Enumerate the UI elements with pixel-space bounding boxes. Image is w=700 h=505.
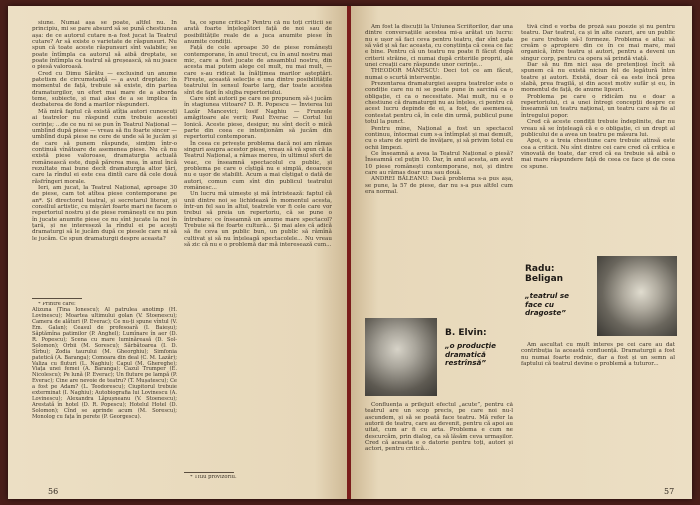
page-number: 57 xyxy=(664,487,675,496)
portrait-image xyxy=(365,318,437,396)
paragraph: ta, ce spune critica? Pentru că nu toți criticii se arată foarte înțelegători față de noi sau de posibilitățile reale de a juca anumite piese în anumite condiții. xyxy=(184,20,332,46)
speaker-paragraph: ANDREI BĂLEANU: Dacă problema s-a pus așa, se pune, la 57 de piese, dar nu s-a pus altfel cum era normal. xyxy=(365,176,513,195)
footnote-rule xyxy=(184,472,234,473)
paragraph: În ceea ce privește problema dacă noi am rămas singuri asupra acestor piese, vreau să vă spun că la Teatrul Național, a rămas mereu, în ultimul sfert de veac, ce înseamnă spectacolul cu public, și problema pe care o cîștigă nu e simplă, deoarece nu e ușor de stabilit. Acum a mai cîștigat o dată de autori, comun cum sînt din publicul teatrului românesc... xyxy=(184,140,332,191)
paragraph: Care sînt autorii pe care ne propunem să-i jucăm în stagiunea viitoare? D. R. Popescu — Învierea lui Lazăr Mancevici; Iosif Naghiu — Frunzele amăgitoare ale verii; Paul Everac — Cortul lui Ionică. Aceste piese, desigur, nu sînt decît o mică parte din ceea ce intenționăm să jucăm din repertoriul contemporan. xyxy=(184,96,332,141)
caption-name: Beligan xyxy=(525,274,564,284)
paragraph: Problema pe care o ridicăm nu e doar a repertoriului, ci a unei întregi concepții despre ce înseamnă un teatru național, un teatru care să fie al întregului popor. xyxy=(521,93,675,119)
speaker-paragraph: THEODOR MĂNESCU: Deci tot ce am făcut, numai o scurtă intervenție. xyxy=(365,68,513,81)
footnote-text: * Titlu provizoriu. xyxy=(190,475,237,480)
footnote-marker: * Printre care: xyxy=(38,302,76,307)
paragraph: Un lucru mă uimește și mă întristează: faptul că unii dintre noi se lichidează în momentul acesta, într-un fel sau în altul, teatrele vor fi cele care vor trebui să preia un repertoriu, că se pune o întrebare: ce înseamnă un anume mare spectacol? Trebuie să fie foarte cultură... Și mai ales că adică să fie ceva un public bun, un public să rămînă cultivat și să nu înțeleagă spectacolele... Nu vreau să zic că nu e o problemă dar mă interesează cum... xyxy=(184,191,332,249)
paragraph: Cred cu Dimu Sărătu — exclusind un anume patetism de circumstanță — a avut dreptate: în momentul de față, trebuie să existe, din partea dramaturgilor, un efort mai mare de a aborda teme, subiecte, și mai ales de a se implica în dezbaterea de fond a marilor răspunderi. xyxy=(32,70,177,109)
paragraph: Apoi, o a treia chestiune care trebuie atinsă este cea a criticii. Nu sînt dintre cei care cred că critica e vinovată de toate, dar cred că ea trebuie să aibă o mai mare răspundere față de ceea ce face și de ceea ce spune. xyxy=(521,138,675,170)
caption-name: Radu: xyxy=(525,264,555,274)
paragraph: Am ascultat cu mult interes pe cei care au dat contribuția la această confluență. Dramaturgii a fost nu numai foarte rodnic, dar a fost și un semn al faptului că teatrul devine o problemă a tuturor... xyxy=(521,342,675,368)
paragraph: Pentru mine, Național a fost un spectacol continuu, întocmai cum s-a întîmplat și mai demult, cu o stare de spirit de învățare, și să privim totul cu ochii limpezi. xyxy=(365,125,513,151)
portrait-photo-beligan xyxy=(597,256,677,336)
paragraph: siune. Numai așa se poate, altfel nu. În principiu, mi se pare absurd să se pună chestiunea așa: de ce autorul cutare n-a fost jucat la Teatrul cutare? Ar să existe o varietate de răspunsuri. Nu spun că toate aceste răspunsuri sînt valabile; se poate întîmpla ca autorul să aibă dreptate, se poate întîmpla ca teatrul să greșească, să nu joace o piesă valoroasă. xyxy=(32,20,177,71)
paragraph: Față de cele aproape 30 de piese românești contemporane, în anul trecut, cu în anul nostru mai mic, care a fost jucate de ansamblul nostru, din acesta mai putem alege cel mult, nu mai mult, — care s-au ridicat la înălțimea marilor așteptări. Firește, această selecție e una dintre posibilitățile teatrului în sensul foarte larg, dar toate acestea sînt de fapt în slujba repertoriului. xyxy=(184,45,332,96)
left-col2-footnote xyxy=(184,475,332,483)
caption-name: B. Elvin: xyxy=(445,328,487,338)
left-page xyxy=(8,6,349,499)
left-column-2 xyxy=(184,20,332,470)
right-column-1 xyxy=(365,24,513,314)
left-column-1 xyxy=(32,20,177,300)
caption-elvin xyxy=(445,328,515,368)
paragraph: Am fost la discuții la Uniunea Scriitorilor, dar una dintre conversațiile acestea mi-a arătat un lucru: nu e ușor să faci ceva pentru teatru, dar sînt gata să văd și să fac aceasta, cu conștiința că ceea ce fac e bine. Pentru că un teatru nu poate fi făcut după criterii străine, ci numai după criteriile proprii, ale unei creații care răspunde unor cerințe... xyxy=(365,24,513,69)
paragraph: Ce înseamnă a avea la Teatrul Național o piesă? Înseamnă cel puțin 10. Dar, în anul acesta, am avut 10 piese românești contemporane, noi, și dintre care au rămas doar una sau două. xyxy=(365,150,513,176)
right-lower-text-1 xyxy=(365,402,513,488)
caption-quote: „teatrul se face cu dragoste” xyxy=(525,291,570,317)
footnote-block xyxy=(32,302,177,486)
caption-quote: „o producție dramatică restrînsă” xyxy=(445,341,496,367)
right-page xyxy=(351,6,692,499)
paragraph: Ieri, am jucat, la Teatrul Național, aproape 30 de piese, cam tot atîtea piese contemporane pe an*. Și directorul teatral, și secretarul literar, și consiliul artistic, cu mișcări foarte mari ne facem o repertoriul nostru și de piese românești ce nu pun în jucate anumite piese ce nu sînt jucate la noi în țară, și ne intereseză la rîndul ei pe acești dramaturgi să le jucăm după ce piesele care ni să le jucăm. Ce spun dramaturgii despre aceasta? xyxy=(32,184,177,242)
footnote-text: Alizuna (Tina Ionescu); Al patrulea anotimp (H. Lovinescu); Moartea ultimului golan (V. Stoenescu); Camera de alături (P. Everac); Ce nu-ți spune vîntul (V. Em. Galan); Ceasul de profesoară (I. Baieșu); Săptămîna patimilor (P. Anghel); Lumînare în aer (D. R. Popescu); Scena cu mare luminăreasă (D. Sol-Solomon); Orbii (M. Sorescu); Sărbătoarea (I. D. Sîrbu); Zodia taurului (M. Gheorghiu); Simfonia patetică (A. Baranga); Comoara din deal (C. M. Lazăr); Valiza cu fluturi (L. Naghiu); Capul (M. Ghereghe); Viața unei femei (A. Baranga); Cazul Trumper (E. Nicolescu); Pe lună (P. Everac); Un fluture pe lampă (P. Everac); Cine are nevoie de teatru? (T. Mușatescu); Ce a fost pe Adam? (L. Teodorescu); Ciupitorul trebuie exterminat (I. Naghiu); Autobiografia lui Lovinescu (A. Lovinescu); Alexandra Lăpușneanu (V. Stoenescu); Arestată în hotel (D. R. Popescu); Hotelul Hotel (D. Solomon); Cînd se aprinde acum (M. Sorescu); Monolog cu fața în perete (P. Georgescu). xyxy=(32,306,177,421)
page-number: 56 xyxy=(48,487,59,496)
paragraph: Mă miră faptul că există atîția autori cunoscuți ai teatrelor nu răspund cum trebuie acestei cerințe; ...de ce nu ni se pun în Teatrul Național — umblînd după piese — vreau să fiu foarte sincer — umblînd după piese ne cere de unde să le jucăm și de care să punem răspunde, simțim într-o continuă vînătoare de asemenea piese. Nu că nu există piese valoroase, dramaturgia actuală românească este, după părerea mea, în anul încă rezultate mai bune decît dramaturgia altor țări, care la rîndul ei este cea dintîi care dă cele două răsfrîngeri morale. xyxy=(32,108,177,185)
paragraph: Confluența a prilejuit efectul „acute”, pentru că teatrul are un scop precis, pe care noi nu-l ascundem, și să se poată face teatru. Mă refer la autorii de teatru, care au devenit, pentru că apoi au uitat, cum ar fi cu arta. Problema e cum ne descurcăm, prin dialog, ca să lăsăm ceva urmașilor. Cred că aceasta e o datorie pentru toți, autori și actori, pentru critică... xyxy=(365,402,513,453)
caption-beligan xyxy=(525,264,585,318)
footnote-rule xyxy=(32,298,82,299)
paragraph: Dar să nu fim nici așa de pretențioși încît să spunem că nu există niciun fel de legătură între teatre și autori. Există, doar că ea este încă prea slabă, prea fragilă, și din acest motiv sufăr și eu, în momentul de față, de anume lipsuri. xyxy=(521,62,675,94)
portrait-photo-elvin xyxy=(365,318,437,396)
right-column-2 xyxy=(521,24,675,256)
right-lower-text-2 xyxy=(521,342,675,488)
paragraph: Cred că aceste condiții trebuie îndeplinite, dar nu vreau să se înțeleagă că e o obligație, ci un drept al publicului de a avea un teatru pe măsura lui. xyxy=(521,119,675,138)
paragraph: tivă cînd e vorba de proză sau poezie și nu pentru teatru. Dar teatrul, ca și în alte cazuri, are un public pe care trebuie să-l formeze. Problema e alta: să creăm o apropiere din ce în ce mai mare, mai organică, între teatru și autori, pentru a deveni un singur corp, pentru ca opera să prindă viață. xyxy=(521,24,675,62)
book-spread xyxy=(8,6,692,499)
paragraph: Prezentarea dramaturgiei asupra teatrelor este o condiție care nu ni se poate pune în sarcină ca o obligație, ci ca o necesitate. Mai mult, nu e o chestiune că dramaturgii nu au înțeles, ci pentru că acest lucru depinde de ei, a fost, de asemenea, contestat pentru că, în cele din urmă, publicul pune totul la punct. xyxy=(365,81,513,126)
portrait-image xyxy=(597,256,677,336)
